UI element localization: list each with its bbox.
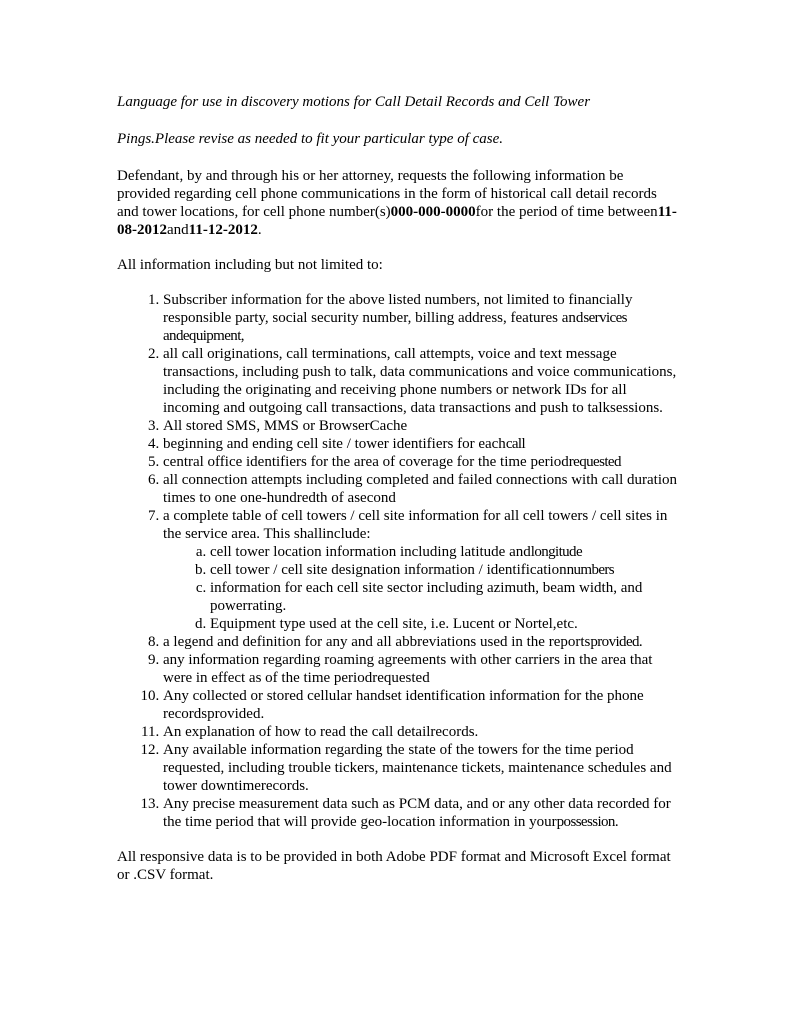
list-item: 4. beginning and ending cell site / tower identifiers for eachcall [163, 435, 677, 453]
list-item: 8. a legend and definition for any and all abbreviations used in the reportsprovided. [163, 633, 677, 651]
intro-line-1: Language for use in discovery motions for Call Detail Records and Cell Tower [117, 94, 591, 110]
date-start: 11-08-2012 [117, 204, 677, 238]
list-item: 10. Any collected or stored cellular handset identification information for the phone recordsprovided. [163, 687, 677, 723]
list-item: 3. All stored SMS, MMS or BrowserCache [163, 417, 677, 435]
item-tail: services andequipment, [163, 310, 627, 344]
request-list [117, 291, 677, 831]
list-item: 2. all call originations, call terminations, call attempts, voice and text message transactions, including push to talk, data communications and voice communications, including the originating and receiving phone numbers or network IDs for all incoming and outgoing call transactions, data transactions and push to talksessions. [163, 345, 677, 417]
sub-list-item: b. cell tower / cell site designation information / identificationnumbers [210, 561, 677, 579]
sub-list-item: c. information for each cell site sector including azimuth, beam width, and powerrating. [210, 579, 677, 615]
lead-sentence: All information including but not limited to: [117, 257, 383, 273]
date-end: 11-12-2012 [188, 222, 258, 238]
request-text-b: for the period of time between [475, 204, 658, 220]
list-item: 12. Any available information regarding the state of the towers for the time period requested, including trouble tickers, maintenance tickets, maintenance schedules and tower downtimerecords. [163, 741, 677, 795]
list-item: 9. any information regarding roaming agreements with other carriers in the area that were in effect as of the time periodrequested [163, 651, 677, 687]
list-item: 13. Any precise measurement data such as PCM data, and or any other data recorded for the time period that will provide geo-location information in yourpossession. [163, 795, 677, 831]
list-item: 6. all connection attempts including completed and failed connections with call duration times to one one-hundredth of asecond [163, 471, 677, 507]
request-text-d: . [257, 222, 262, 238]
list-item: 7. a complete table of cell towers / cell site information for all cell towers / cell sites in the service area. This shallinclude: a. cell tower location information including latitude andlongitude b. cell tower / cell site designation information / identificationnumbers c. information for each cell site sector including azimuth, beam width, and powerrating. d. Equipment type used at the cell site, i.e. Lucent or Nortel,etc. [163, 507, 677, 633]
request-text-c: and [167, 222, 189, 238]
list-item: 5. central office identifiers for the area of coverage for the time periodrequested [163, 453, 677, 471]
item-tail: requested [568, 454, 621, 470]
request-text-a: Defendant, by and through his or her attorney, requests the following information be provided regarding cell phone communications in the form of historical call detail records and tower locations, for cell phone number(s) [117, 168, 657, 220]
intro-line-2: Pings.Please revise as needed to fit your particular type of case. [117, 131, 504, 147]
closing-paragraph: All responsive data is to be provided in both Adobe PDF format and Microsoft Excel format or .CSV format. [117, 849, 671, 883]
sub-list-item: d. Equipment type used at the cell site, i.e. Lucent or Nortel,etc. [210, 615, 677, 633]
list-item: 1. Subscriber information for the above listed numbers, not limited to financially responsible party, social security number, billing address, features andservices andequipment, [163, 291, 677, 345]
sub-list-item: a. cell tower location information including latitude andlongitude [210, 543, 677, 561]
item-tail: call [505, 436, 526, 452]
sub-list [163, 543, 677, 633]
item-tail: possession. [556, 814, 618, 830]
request-paragraph [117, 167, 677, 239]
item-tail: provided. [590, 634, 643, 650]
list-item: 11. An explanation of how to read the call detailrecords. [163, 723, 677, 741]
phone-number: 000-000-0000 [390, 204, 476, 220]
document-page [117, 93, 677, 884]
